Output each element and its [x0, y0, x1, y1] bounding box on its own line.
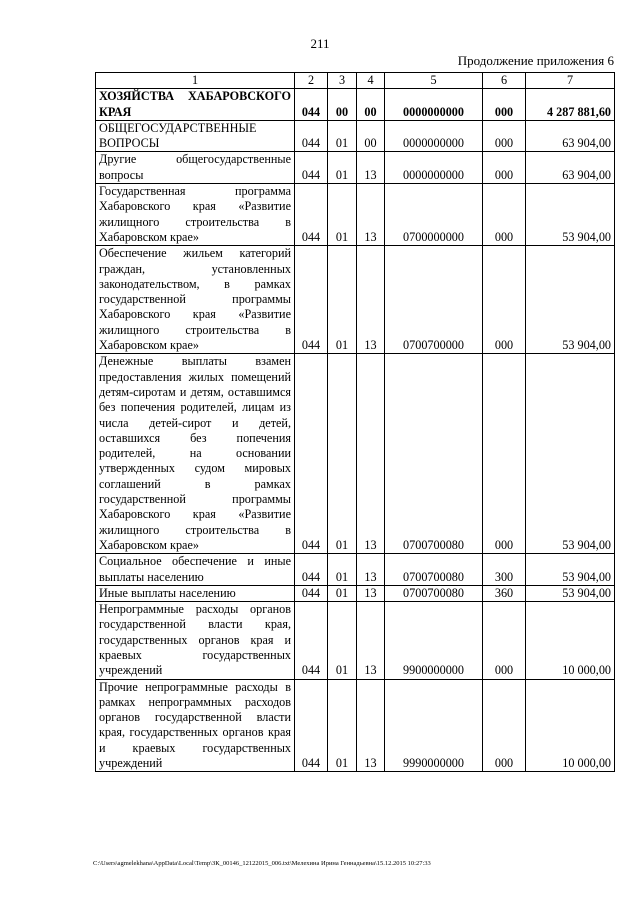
row-name: Прочие непрограммные расходы в рамках непрограммных расходов органов государственной власти края, государственных органов края и краевых государственных учреждений — [96, 679, 295, 772]
row-amount: 10 000,00 — [526, 602, 615, 679]
row-section: 01 — [328, 602, 357, 679]
row-amount: 53 904,00 — [526, 184, 615, 246]
table-row — [96, 554, 615, 586]
row-subsection: 13 — [357, 184, 385, 246]
row-target-code: 0000000000 — [385, 120, 483, 152]
column-header: 6 — [483, 73, 526, 89]
row-target-code: 0700700000 — [385, 246, 483, 354]
row-section: 01 — [328, 152, 357, 184]
column-header: 4 — [357, 73, 385, 89]
table-row — [96, 184, 615, 246]
row-subsection: 13 — [357, 246, 385, 354]
row-amount: 53 904,00 — [526, 554, 615, 586]
row-name: ОБЩЕГОСУДАРСТВЕННЫЕ ВОПРОСЫ — [96, 120, 295, 152]
row-target-code: 0700700080 — [385, 354, 483, 554]
row-subsection: 13 — [357, 679, 385, 772]
row-admin-code: 044 — [295, 120, 328, 152]
row-name: Обеспечение жильем категорий граждан, установленных законодательством, в рамках государственной программы Хабаровского края «Развитие жилищного строительства в Хабаровском крае» — [96, 246, 295, 354]
row-section: 01 — [328, 354, 357, 554]
row-expense-type: 000 — [483, 679, 526, 772]
page-number: 211 — [310, 36, 330, 51]
row-expense-type: 000 — [483, 246, 526, 354]
row-admin-code: 044 — [295, 554, 328, 586]
row-amount: 53 904,00 — [526, 354, 615, 554]
row-name: Государственная программа Хабаровского края «Развитие жилищного строительства в Хабаровском крае» — [96, 184, 295, 246]
row-subsection: 13 — [357, 602, 385, 679]
continuation-note: Продолжение приложения 6 — [457, 53, 614, 68]
row-expense-type: 000 — [483, 602, 526, 679]
row-section: 01 — [328, 184, 357, 246]
row-amount: 63 904,00 — [526, 152, 615, 184]
row-admin-code: 044 — [295, 585, 328, 601]
row-admin-code: 044 — [295, 602, 328, 679]
row-expense-type: 360 — [483, 585, 526, 601]
row-expense-type: 000 — [483, 354, 526, 554]
row-subsection: 13 — [357, 554, 385, 586]
table-row — [96, 246, 615, 354]
budget-table — [95, 72, 615, 772]
table-row — [96, 89, 615, 121]
row-amount: 53 904,00 — [526, 246, 615, 354]
row-section: 00 — [328, 89, 357, 121]
table-header-row — [96, 73, 615, 89]
row-name: ХОЗЯЙСТВА ХАБАРОВСКОГО КРАЯ — [96, 89, 295, 121]
row-expense-type: 000 — [483, 152, 526, 184]
row-name: Другие общегосударственные вопросы — [96, 152, 295, 184]
row-subsection: 00 — [357, 120, 385, 152]
row-target-code: 0000000000 — [385, 89, 483, 121]
column-header: 3 — [328, 73, 357, 89]
table-row — [96, 120, 615, 152]
row-section: 01 — [328, 679, 357, 772]
row-subsection: 13 — [357, 585, 385, 601]
row-name: Денежные выплаты взамен предоставления жилых помещений детям-сиротам и детям, оставшимся без попечения родителей, лицам из числа детей-сирот и детей, оставшихся без попечения родителей, на основании утвержденных судом мировых соглашений в рамках государственной программы Хабаровского края «Развитие жилищного строительства в Хабаровском крае» — [96, 354, 295, 554]
column-header: 7 — [526, 73, 615, 89]
column-header: 5 — [385, 73, 483, 89]
row-section: 01 — [328, 585, 357, 601]
file-path-footer: C:\Users\agmelekhana\AppData\Local\Temp\ЗК_00146_12122015_006.txt\Мелехина Ирина Геннадьевна\15.12.2015 10:27:33 — [93, 860, 431, 867]
table-row — [96, 602, 615, 679]
table-row — [96, 152, 615, 184]
row-subsection: 13 — [357, 152, 385, 184]
row-admin-code: 044 — [295, 152, 328, 184]
row-amount: 63 904,00 — [526, 120, 615, 152]
row-expense-type: 000 — [483, 120, 526, 152]
row-name: Непрограммные расходы органов государственной власти края, государственных органов края и краевых государственных учреждений — [96, 602, 295, 679]
row-admin-code: 044 — [295, 184, 328, 246]
table-row — [96, 585, 615, 601]
row-subsection: 00 — [357, 89, 385, 121]
row-admin-code: 044 — [295, 89, 328, 121]
row-name: Иные выплаты населению — [96, 585, 295, 601]
row-name: Социальное обеспечение и иные выплаты населению — [96, 554, 295, 586]
row-section: 01 — [328, 120, 357, 152]
row-expense-type: 300 — [483, 554, 526, 586]
table-row — [96, 679, 615, 772]
row-amount: 53 904,00 — [526, 585, 615, 601]
row-section: 01 — [328, 554, 357, 586]
row-admin-code: 044 — [295, 679, 328, 772]
row-amount: 4 287 881,60 — [526, 89, 615, 121]
table-row — [96, 354, 615, 554]
row-target-code: 9990000000 — [385, 679, 483, 772]
row-target-code: 9900000000 — [385, 602, 483, 679]
column-header: 1 — [96, 73, 295, 89]
row-target-code: 0700700080 — [385, 585, 483, 601]
row-target-code: 0000000000 — [385, 152, 483, 184]
row-target-code: 0700000000 — [385, 184, 483, 246]
budget-table-body — [96, 73, 615, 772]
row-subsection: 13 — [357, 354, 385, 554]
row-target-code: 0700700080 — [385, 554, 483, 586]
row-admin-code: 044 — [295, 354, 328, 554]
row-admin-code: 044 — [295, 246, 328, 354]
row-expense-type: 000 — [483, 184, 526, 246]
row-expense-type: 000 — [483, 89, 526, 121]
row-amount: 10 000,00 — [526, 679, 615, 772]
column-header: 2 — [295, 73, 328, 89]
row-section: 01 — [328, 246, 357, 354]
